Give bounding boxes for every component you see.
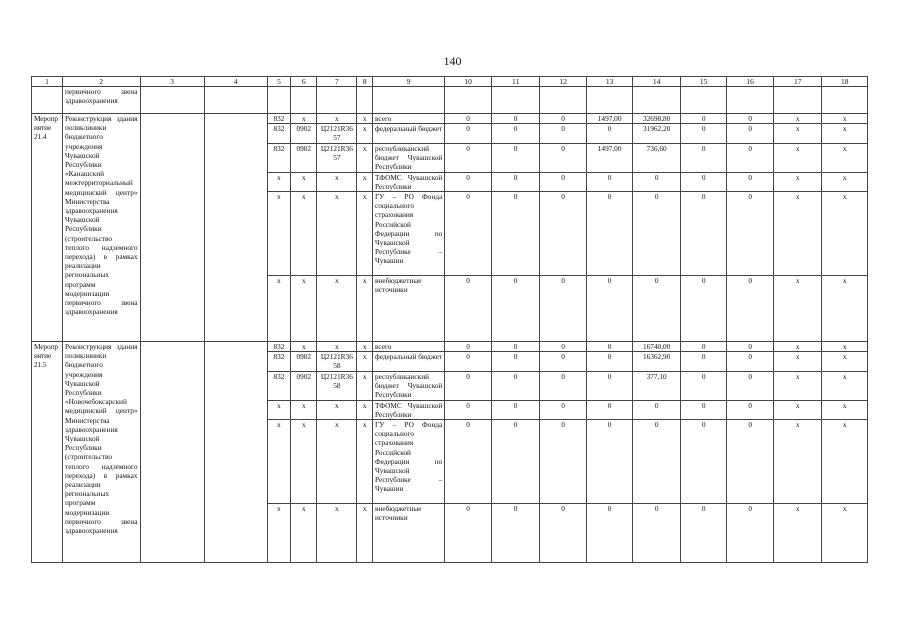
table-cell: 377,10 <box>633 371 681 400</box>
funding-source: ТФОМС Чувашской Республики <box>372 400 444 419</box>
table-cell: 0 <box>727 114 774 124</box>
table-cell: x <box>773 172 822 191</box>
table-cell: x <box>317 114 357 124</box>
table-cell: 0 <box>727 172 774 191</box>
table-cell: 0 <box>491 400 540 419</box>
table-cell: 0 <box>633 420 681 504</box>
table-cell: 0 <box>445 371 492 400</box>
table-cell: x <box>773 504 822 563</box>
table-cell: 0 <box>540 504 587 563</box>
table-cell: 0 <box>445 342 492 352</box>
table-cell: x <box>822 420 868 504</box>
table-cell: 0 <box>445 352 492 371</box>
table-cell: x <box>357 504 373 563</box>
table-row <box>32 342 868 352</box>
table-cell: 0 <box>680 192 727 276</box>
table-cell: 832 <box>267 371 291 400</box>
table-cell: 0 <box>633 192 681 276</box>
table-cell: 0 <box>586 371 633 400</box>
table-cell: 0 <box>680 504 727 563</box>
table-cell: 736,60 <box>633 143 681 172</box>
table-cell: x <box>291 114 317 124</box>
col-header: 15 <box>680 77 727 87</box>
table-cell: 0 <box>727 400 774 419</box>
table-cell: 0 <box>445 420 492 504</box>
table-cell: 0902 <box>291 371 317 400</box>
table-cell: 0 <box>491 342 540 352</box>
budget-table <box>31 76 868 563</box>
table-cell: x <box>357 400 373 419</box>
table-cell: 0 <box>633 172 681 191</box>
table-cell: 832 <box>267 352 291 371</box>
table-cell: 0 <box>540 172 587 191</box>
table-cell: 0 <box>491 143 540 172</box>
table-cell: Ц2121R3657 <box>317 124 357 143</box>
activity-label: Мероприятие 21.5 <box>32 342 63 563</box>
col-header: 18 <box>822 77 868 87</box>
page-number: 140 <box>443 54 462 68</box>
table-cell: x <box>773 371 822 400</box>
table-cell: 0 <box>445 143 492 172</box>
empty-col-3 <box>140 114 204 342</box>
table-cell: 0 <box>586 192 633 276</box>
table-cell: 0 <box>445 504 492 563</box>
table-cell: 0 <box>727 352 774 371</box>
table-cell: 0 <box>727 420 774 504</box>
table-cell: x <box>822 114 868 124</box>
table-cell: 0 <box>586 352 633 371</box>
table-cell: x <box>291 504 317 563</box>
col-header: 9 <box>372 77 444 87</box>
table-cell: 0 <box>680 143 727 172</box>
table-cell: 0 <box>633 504 681 563</box>
col-header: 12 <box>540 77 587 87</box>
funding-source: ТФОМС Чувашской Республики <box>372 172 444 191</box>
table-cell: 0 <box>540 192 587 276</box>
table-cell: x <box>317 504 357 563</box>
table-cell: x <box>317 342 357 352</box>
table-cell: 0 <box>445 114 492 124</box>
empty-col-4 <box>204 114 267 342</box>
table-cell: x <box>317 192 357 276</box>
table-cell: 0902 <box>291 143 317 172</box>
col-header: 11 <box>491 77 540 87</box>
table-cell: x <box>773 276 822 342</box>
table-cell: x <box>357 276 373 342</box>
table-cell: x <box>822 371 868 400</box>
table-cell: 0 <box>540 420 587 504</box>
table-cell: x <box>773 342 822 352</box>
table-cell: 0 <box>445 276 492 342</box>
activity-description: Реконструкция здания поликлиники бюджетного учреждения Чувашской Республики «Новочебоксарский медицинский центр» Министерства здравоохранения Чувашской Республики (строительство теплого надземного перехода) в рамках реализации региональных программ модернизации первичного звена здравоохранения <box>63 342 141 563</box>
table-cell: 0 <box>727 276 774 342</box>
funding-source: ГУ – РО Фонда социального страхования Российской Федерации по Чувашской Республике – Чувашии <box>372 420 444 504</box>
table-cell: x <box>357 124 373 143</box>
empty-col-3 <box>140 342 204 563</box>
table-cell: 0 <box>680 114 727 124</box>
table-cell: 832 <box>267 114 291 124</box>
table-cell: 832 <box>267 143 291 172</box>
table-cell: 0 <box>491 276 540 342</box>
table-cell: x <box>317 420 357 504</box>
col-header: 6 <box>291 77 317 87</box>
table-cell: 0 <box>445 124 492 143</box>
table-cell: 0 <box>680 342 727 352</box>
table-cell: 0 <box>540 400 587 419</box>
table-cell: 0 <box>680 400 727 419</box>
col-header: 2 <box>63 77 141 87</box>
funding-source: внебюджетные источники <box>372 276 444 342</box>
table-cell: x <box>357 114 373 124</box>
table-cell: Ц2121R3657 <box>317 143 357 172</box>
table-cell: 0 <box>491 192 540 276</box>
table-cell: x <box>773 192 822 276</box>
table-cell: 0 <box>491 352 540 371</box>
col-header: 3 <box>140 77 204 87</box>
funding-source: ГУ – РО Фонда социального страхования Российской Федерации по Чувашской Республике – Чувашии <box>372 192 444 276</box>
table-cell: 0 <box>540 371 587 400</box>
col-header: 8 <box>357 77 373 87</box>
activity-label: Мероприятие 21.4 <box>32 114 63 342</box>
table-cell: x <box>357 371 373 400</box>
table-cell: 0 <box>633 276 681 342</box>
funding-source: всего <box>372 114 444 124</box>
table-cell: x <box>773 420 822 504</box>
table-cell: x <box>822 352 868 371</box>
table-cell: 16362,90 <box>633 352 681 371</box>
table-cell: 0 <box>540 143 587 172</box>
table-cell: x <box>357 172 373 191</box>
table-cell: x <box>291 192 317 276</box>
table-cell: 31962,20 <box>633 124 681 143</box>
table-cell: 0902 <box>291 124 317 143</box>
table-cell: 0 <box>540 352 587 371</box>
table-cell: x <box>291 400 317 419</box>
table-cell: 0 <box>491 114 540 124</box>
table-cell: 0 <box>491 172 540 191</box>
table-cell: x <box>267 400 291 419</box>
table-cell: x <box>822 124 868 143</box>
table-cell: x <box>822 504 868 563</box>
table-cell: 832 <box>267 124 291 143</box>
table-cell: x <box>291 172 317 191</box>
continuation-row <box>32 87 868 114</box>
table-cell: x <box>822 400 868 419</box>
table-cell: x <box>291 420 317 504</box>
table-cell: 0 <box>586 172 633 191</box>
table-cell: 0 <box>445 172 492 191</box>
funding-source: федеральный бюджет <box>372 352 444 371</box>
table-cell: 832 <box>267 342 291 352</box>
continuation-text: первичного звена здравоохранения <box>63 87 141 114</box>
table-cell: 0 <box>586 420 633 504</box>
table-cell: 0 <box>586 342 633 352</box>
table-cell: x <box>822 342 868 352</box>
table-cell: x <box>357 143 373 172</box>
col-header: 10 <box>445 77 492 87</box>
funding-source: республиканский бюджет Чувашской Республики <box>372 143 444 172</box>
table-cell: x <box>317 172 357 191</box>
table-cell: x <box>267 420 291 504</box>
table-cell: x <box>773 114 822 124</box>
table-cell: 0 <box>540 114 587 124</box>
col-header: 4 <box>204 77 267 87</box>
table-row <box>32 114 868 124</box>
table-cell: 0 <box>491 124 540 143</box>
table-cell: 0 <box>586 124 633 143</box>
table-cell: 0 <box>680 276 727 342</box>
table-cell: 0 <box>727 342 774 352</box>
table-cell: 0 <box>727 504 774 563</box>
table-cell: 0 <box>491 371 540 400</box>
table-cell: x <box>357 192 373 276</box>
table-cell: 0 <box>586 504 633 563</box>
table-cell: 0 <box>680 124 727 143</box>
col-header: 7 <box>317 77 357 87</box>
col-header: 13 <box>586 77 633 87</box>
funding-source: республиканский бюджет Чувашской Республики <box>372 371 444 400</box>
table-cell: 0 <box>540 342 587 352</box>
table-cell: 0 <box>633 400 681 419</box>
table-cell: x <box>291 342 317 352</box>
table-cell: 0 <box>727 192 774 276</box>
table-cell: 0 <box>540 276 587 342</box>
funding-source: внебюджетные источники <box>372 504 444 563</box>
table-cell: x <box>267 192 291 276</box>
table-cell: 0 <box>445 400 492 419</box>
table-cell: 0 <box>586 276 633 342</box>
table-cell: x <box>773 352 822 371</box>
table-cell: 0 <box>680 352 727 371</box>
table-cell: 0 <box>680 172 727 191</box>
table-cell: 0 <box>727 371 774 400</box>
table-cell: x <box>773 143 822 172</box>
table-cell: x <box>357 352 373 371</box>
header-row <box>32 77 868 87</box>
table-cell: x <box>773 124 822 143</box>
table-cell: 0 <box>445 192 492 276</box>
table-cell: x <box>773 400 822 419</box>
table-cell: 0 <box>727 143 774 172</box>
table-cell: x <box>267 504 291 563</box>
table-cell: x <box>822 143 868 172</box>
table-cell: 0 <box>680 371 727 400</box>
table-cell: 0 <box>586 400 633 419</box>
col-header: 16 <box>727 77 774 87</box>
table-cell: 0902 <box>291 352 317 371</box>
table-cell: x <box>317 400 357 419</box>
col-header: 5 <box>267 77 291 87</box>
table-cell: 0 <box>727 124 774 143</box>
col-header: 1 <box>32 77 63 87</box>
table-cell: Ц2121R3658 <box>317 371 357 400</box>
table-cell: 0 <box>540 124 587 143</box>
empty-col-4 <box>204 342 267 563</box>
col-header: 14 <box>633 77 681 87</box>
table-cell: x <box>267 276 291 342</box>
activity-description: Реконструкция здания поликлиники бюджетного учреждения Чувашской Республики «Канашский межтерриториальный медицинский центр» Министерства здравоохранения Чувашской Республики (строительство теплого надземного перехода) в рамках реализации региональных программ модернизации первичного звена здравоохранения <box>63 114 141 342</box>
table-cell: 0 <box>491 420 540 504</box>
table-cell: x <box>822 172 868 191</box>
table-cell: x <box>357 342 373 352</box>
table-cell: 1497,00 <box>586 143 633 172</box>
table-cell: 32698,80 <box>633 114 681 124</box>
table-cell: x <box>822 276 868 342</box>
table-cell: x <box>317 276 357 342</box>
table-cell: x <box>357 420 373 504</box>
table-cell: x <box>291 276 317 342</box>
table-cell: 0 <box>491 504 540 563</box>
table-cell: x <box>822 192 868 276</box>
col-header: 17 <box>773 77 822 87</box>
table-cell: Ц2121R3658 <box>317 352 357 371</box>
funding-source: федеральный бюджет <box>372 124 444 143</box>
funding-source: всего <box>372 342 444 352</box>
table-cell: 0 <box>680 420 727 504</box>
table-cell: x <box>267 172 291 191</box>
table-cell: 1497,00 <box>586 114 633 124</box>
table-cell: 16740,00 <box>633 342 681 352</box>
